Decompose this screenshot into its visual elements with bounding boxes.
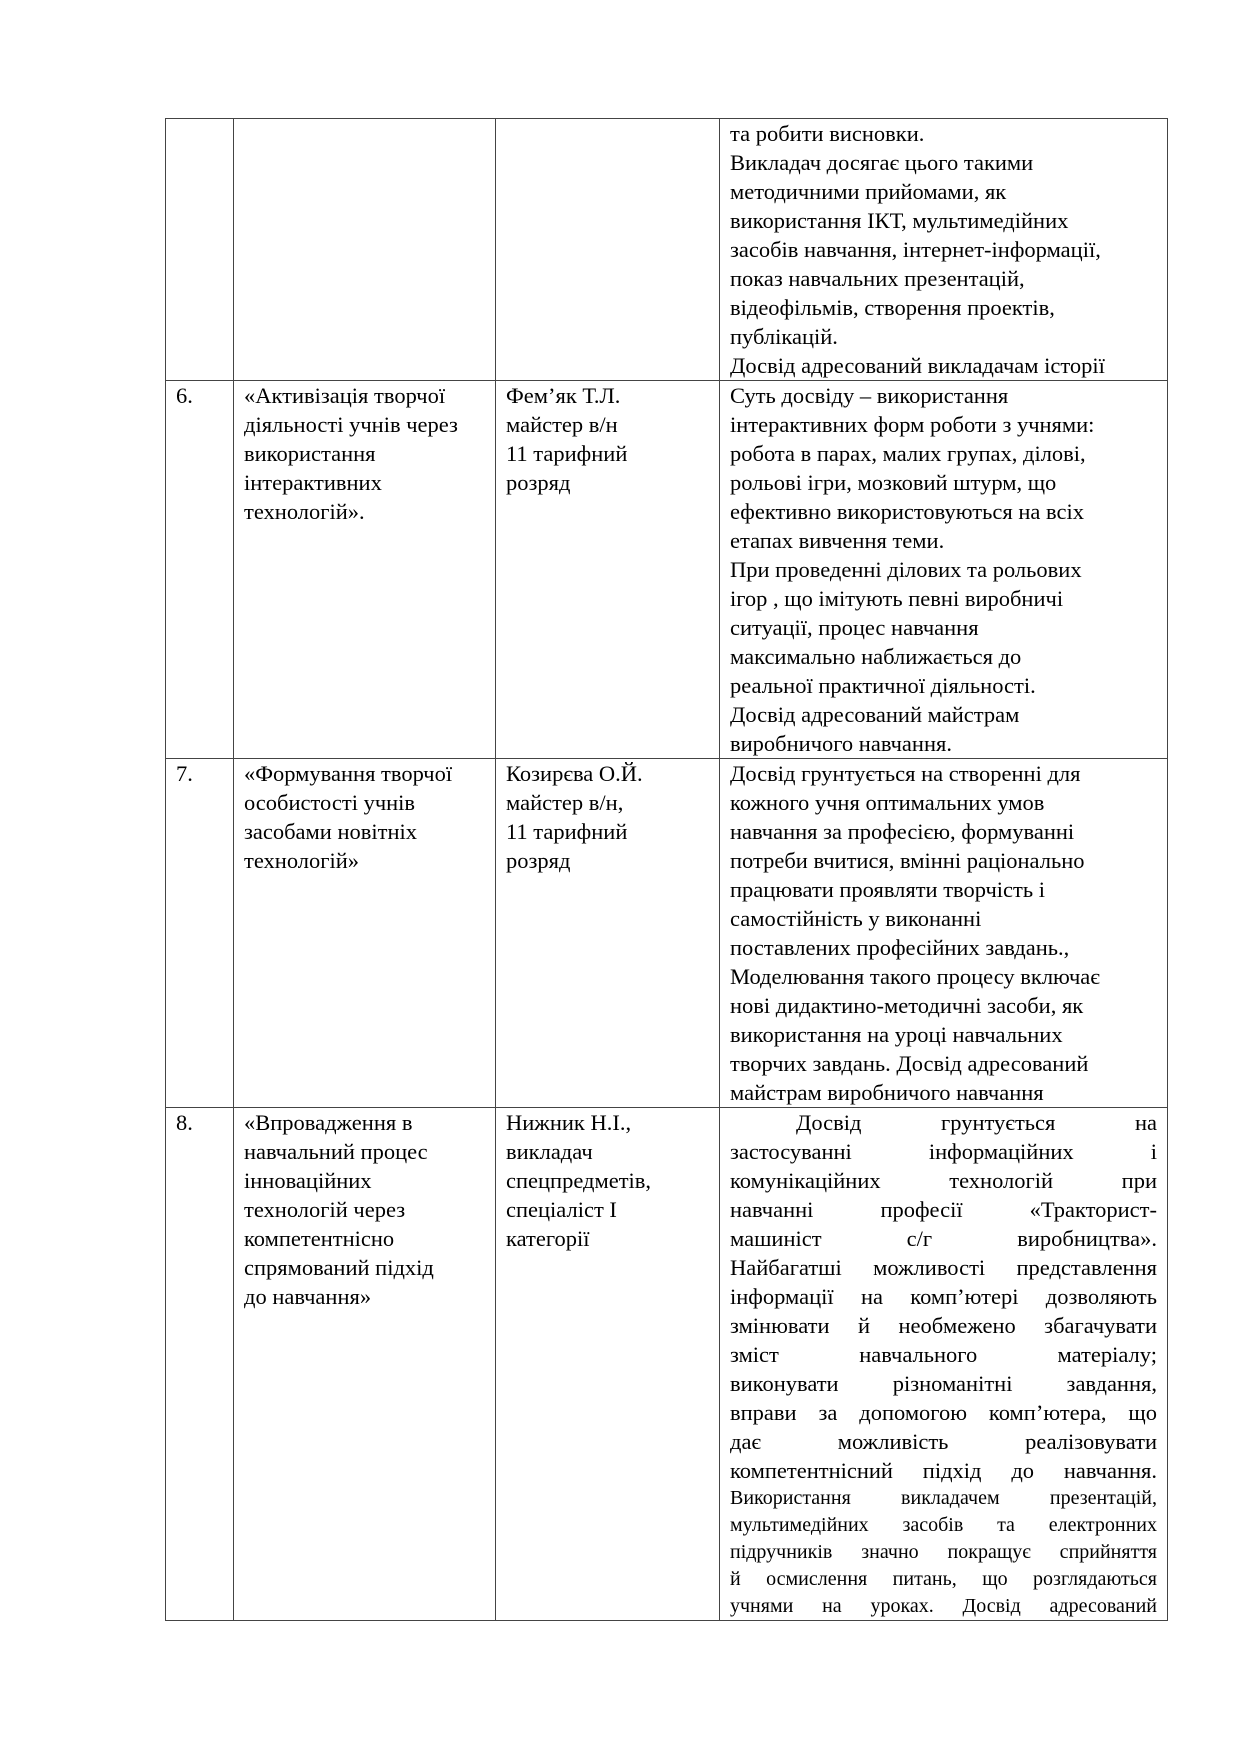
description-line: інформації на комп’ютері дозволяють (730, 1284, 1157, 1309)
description-line: ситуації, процес навчання (730, 615, 979, 640)
description-line: реальної практичної діяльності. (730, 673, 1036, 698)
topic-line: навчальний процес (244, 1139, 428, 1164)
description-line: творчих завдань. Досвід адресований (730, 1051, 1089, 1076)
topic-cell (234, 119, 496, 381)
table-row-6 (166, 381, 1168, 759)
author-line: категорії (506, 1226, 590, 1251)
author-line: розряд (506, 848, 571, 873)
topic-line: особистості учнів (244, 790, 416, 815)
description-line: показ навчальних презентацій, (730, 266, 1025, 291)
topic-line: інтерактивних (244, 470, 382, 495)
description-line: комунікаційних технологій при (730, 1168, 1157, 1193)
author-line: розряд (506, 470, 571, 495)
description-line: етапах вивчення теми. (730, 528, 945, 553)
topic-line: «Активізація творчої (244, 383, 446, 408)
author-line: Фем’як Т.Л. (506, 383, 621, 408)
description-cell (720, 119, 1168, 381)
topic-line: технологій» (244, 848, 360, 873)
description-line: потреби вчитися, вмінні раціонально (730, 848, 1085, 873)
author-line: спецпредметів, (506, 1168, 652, 1193)
description-line: навчанні професії «Тракторист- (730, 1197, 1157, 1222)
description-cell (720, 381, 1168, 759)
description-line: поставлених професійних завдань., (730, 935, 1070, 960)
topic-line: засобами новітніх (244, 819, 417, 844)
description-line: виконувати різноманітні завдання, (730, 1371, 1157, 1396)
description-line: підручників значно покращує сприйняття (730, 1541, 1157, 1563)
topic-cell (234, 1108, 496, 1621)
description-line: Суть досвіду – використання (730, 383, 1009, 408)
description-cell (720, 1108, 1168, 1621)
description-line: відеофільмів, створення проектів, (730, 295, 1055, 320)
topic-line: «Впровадження в (244, 1110, 413, 1135)
topic-line: технологій через (244, 1197, 406, 1222)
description-line: рольові ігри, мозковий штурм, що (730, 470, 1057, 495)
description-line: застосуванні інформаційних і (730, 1139, 1157, 1164)
description-cell (720, 759, 1168, 1108)
description-line: компетентнісний підхід до навчання. (730, 1458, 1157, 1483)
experience-table (165, 118, 1168, 1621)
description-line: Найбагатші можливості представлення (730, 1255, 1157, 1280)
table-row-continuation (166, 119, 1168, 381)
author-cell (496, 759, 720, 1108)
number-cell (166, 119, 234, 381)
description-line: ефективно використовуються на всіх (730, 499, 1084, 524)
description-line: Досвід грунтується на (796, 1110, 1157, 1135)
description-line: та робити висновки. (730, 121, 925, 146)
description-line: Використання викладачем презентацій, (730, 1487, 1157, 1509)
description-line: навчання за професією, формуванні (730, 819, 1075, 844)
description-line: Досвід адресований майстрам (730, 702, 1020, 727)
topic-line: діяльності учнів через (244, 412, 458, 437)
author-cell (496, 1108, 720, 1621)
topic-line: компетентнісно (244, 1226, 395, 1251)
description-line: засобів навчання, інтернет-інформації, (730, 237, 1101, 262)
topic-line: інноваційних (244, 1168, 372, 1193)
author-cell (496, 381, 720, 759)
table-row-7 (166, 759, 1168, 1108)
author-cell (496, 119, 720, 381)
description-line: методичними прийомами, як (730, 179, 1007, 204)
number-cell: 7. (166, 759, 234, 1108)
description-line: мультимедійних засобів та електронних (730, 1514, 1157, 1536)
author-line: 11 тарифний (506, 441, 628, 466)
description-line: змінювати й необмежено збагачувати (730, 1313, 1157, 1338)
author-line: Нижник Н.І., (506, 1110, 632, 1135)
topic-line: спрямований підхід (244, 1255, 434, 1280)
description-line: учнями на уроках. Досвід адресований (730, 1595, 1157, 1617)
topic-cell (234, 381, 496, 759)
description-line: вправи за допомогою комп’ютера, що (730, 1400, 1157, 1425)
description-line: зміст навчального матеріалу; (730, 1342, 1157, 1367)
author-line: майстер в/н (506, 412, 618, 437)
description-line: Моделювання такого процесу включає (730, 964, 1100, 989)
description-line: майстрам виробничого навчання (730, 1080, 1044, 1105)
description-line: Досвід адресований викладачам історії (730, 353, 1105, 378)
description-line: працювати проявляти творчість і (730, 877, 1045, 902)
author-line: майстер в/н, (506, 790, 624, 815)
description-line: машиніст с/г виробництва». (730, 1226, 1157, 1251)
topic-line: технологій». (244, 499, 365, 524)
author-line: спеціаліст І (506, 1197, 617, 1222)
description-line: нові дидактино-методичні засоби, як (730, 993, 1084, 1018)
description-line: виробничого навчання. (730, 731, 952, 756)
author-line: 11 тарифний (506, 819, 628, 844)
topic-cell (234, 759, 496, 1108)
description-line: інтерактивних форм роботи з учнями: (730, 412, 1095, 437)
topic-line: використання (244, 441, 376, 466)
description-line: використання ІКТ, мультимедійних (730, 208, 1069, 233)
author-line: викладач (506, 1139, 593, 1164)
description-line: Досвід грунтується на створенні для (730, 761, 1081, 786)
description-line: самостійність у виконанні (730, 906, 982, 931)
description-line: максимально наближається до (730, 644, 1022, 669)
number-cell: 6. (166, 381, 234, 759)
description-line: дає можливість реалізовувати (730, 1429, 1157, 1454)
description-line: робота в парах, малих групах, ділові, (730, 441, 1086, 466)
description-line: При проведенні ділових та рольових (730, 557, 1082, 582)
description-line: публікацій. (730, 324, 838, 349)
table-row-8 (166, 1108, 1168, 1621)
number-cell: 8. (166, 1108, 234, 1621)
topic-line: до навчання» (244, 1284, 372, 1309)
topic-line: «Формування творчої (244, 761, 453, 786)
description-line: й осмислення питань, що розглядаються (730, 1568, 1157, 1590)
description-line: ігор , що імітують певні виробничі (730, 586, 1064, 611)
description-line: використання на уроці навчальних (730, 1022, 1063, 1047)
description-line: Викладач досягає цього такими (730, 150, 1034, 175)
description-line: кожного учня оптимальних умов (730, 790, 1045, 815)
author-line: Козирєва О.Й. (506, 761, 643, 786)
